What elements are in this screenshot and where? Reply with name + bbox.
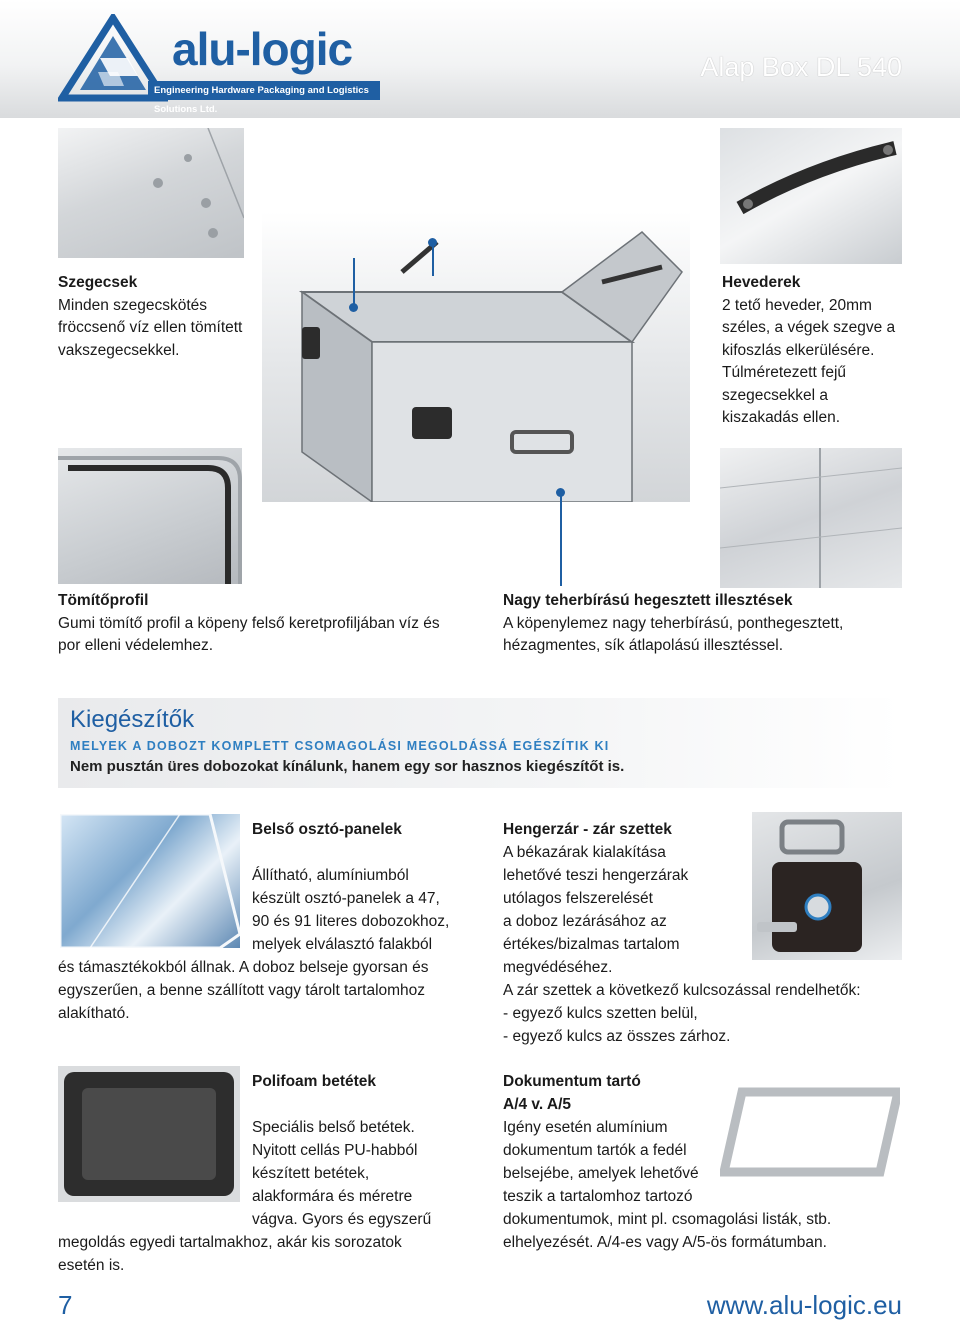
dividers-line: melyek elválasztó falakból: [252, 936, 433, 953]
document-holder-line: elhelyezését. A/4-es vagy A/5-ös formátumban.: [503, 1234, 827, 1251]
dividers-line: és támasztékokból állnak. A doboz belseje gyorsan és: [58, 959, 429, 976]
document-holder-line: dokumentumok, mint pl. csomagolási listák, stb.: [503, 1211, 832, 1228]
foam-line: megoldás egyedi tartalmakhoz, akár kis sorozatok: [58, 1234, 402, 1251]
strap-icon: [720, 128, 902, 264]
seal-text: Gumi tömítő profil a köpeny felső keretprofiljában víz és por elleni védelemhez.: [58, 614, 440, 654]
dividers-lines-right: [252, 864, 492, 956]
document-holder-line: teszik a tartalomhoz tartozó: [503, 1188, 693, 1205]
foam-lines-right: [252, 1116, 492, 1231]
open-box-photo: [262, 212, 690, 502]
divider-panel-icon: [60, 814, 240, 948]
aluminium-box-illustration-icon: [262, 212, 690, 502]
dividers-line: Állítható, alumíniumból: [252, 867, 409, 884]
document-frame-icon: [720, 1086, 900, 1178]
foam-lines-full: [58, 1231, 488, 1277]
foam-line: esetén is.: [58, 1257, 125, 1274]
accessories-title: Kiegészítők: [70, 706, 195, 733]
document-holder-line: dokumentum tartók a fedél: [503, 1142, 687, 1159]
accessories-intro: Nem pusztán üres dobozokat kínálunk, hanem egy sor hasznos kiegészítőt is.: [70, 758, 625, 775]
seal-title: Tömítőprofil: [58, 592, 149, 609]
dividers-line: alakítható.: [58, 1005, 130, 1022]
lock-line: lehetővé teszi hengerzárak: [503, 867, 689, 884]
logo-tagline: Engineering Hardware Packaging and Logistics Solutions Ltd.: [148, 81, 380, 100]
rivets-caption: [58, 272, 258, 362]
website-link[interactable]: www.alu-logic.eu: [706, 1290, 902, 1320]
pointer-line: [432, 246, 434, 276]
straps-text: 2 tető heveder, 20mm széles, a végek szegve a kifoszlás elkerülésére. Túlméretezett fejű szegecsekkel a kiszakadás ellen.: [722, 296, 896, 426]
dividers-line: 90 és 91 literes dobozokhoz,: [252, 913, 450, 930]
welds-title: Nagy teherbírású hegesztett illesztések: [503, 592, 793, 609]
pointer-line: [560, 496, 562, 586]
foam-line: Nyitott cellás PU-habból: [252, 1142, 418, 1159]
rivets-title: Szegecsek: [58, 274, 138, 291]
dividers-lines-full: [58, 956, 488, 1025]
dividers-line: egyszerűen, a benne szállított vagy tárolt tartalomhoz: [58, 982, 426, 999]
lock-line: - egyező kulcs szetten belül,: [503, 1005, 698, 1022]
foam-insert-icon: [58, 1066, 240, 1202]
weld-photo: [720, 448, 902, 588]
straps-caption: [722, 272, 902, 430]
logo-wordmark: alu-logic: [172, 23, 353, 75]
lock-icon: [752, 812, 902, 960]
lock-line: - egyező kulcs az összes zárhoz.: [503, 1028, 731, 1045]
straps-photo: [720, 128, 902, 264]
welds-caption: [503, 590, 893, 658]
document-holder-title: Dokumentum tartó: [503, 1073, 641, 1090]
divider-panel-photo: [60, 814, 240, 948]
dividers-line: készült osztó-panelek a 47,: [252, 890, 440, 907]
document-holder-line: Igény esetén alumínium: [503, 1119, 668, 1136]
seal-profile-photo: [58, 448, 242, 584]
dividers-title: Belső osztó-panelek: [252, 821, 402, 838]
lock-line: megvédéséhez.: [503, 959, 613, 976]
lock-line: értékes/bizalmas tartalom: [503, 936, 680, 953]
welds-text: A köpenylemez nagy teherbírású, ponthegesztett, hézagmentes, sík átlapolású illesztéssel.: [503, 614, 844, 654]
document-title: Alap Box DL 540: [700, 52, 902, 82]
foam-line: készített betétek,: [252, 1165, 370, 1182]
seal-caption: [58, 590, 458, 658]
seal-icon: [58, 448, 242, 584]
foam-title: Polifoam betétek: [252, 1073, 377, 1090]
document-holder-line: belsejébe, amelyek lehetővé: [503, 1165, 699, 1182]
foam-line: Speciális belső betétek.: [252, 1119, 415, 1136]
lock-title: Hengerzár - zár szettek: [503, 821, 672, 838]
foam-insert-photo: [58, 1066, 240, 1202]
lock-line: a doboz lezárásához az: [503, 913, 667, 930]
cylinder-lock-photo: [752, 812, 902, 960]
pointer-line: [353, 258, 355, 304]
foam-line: alakformára és méretre: [252, 1188, 413, 1205]
lock-line: A zár szettek a következő kulcsozással rendelhetők:: [503, 982, 861, 999]
rivets-text: Minden szegecskötés fröccsenő víz ellen tömített vakszegecsekkel.: [58, 296, 243, 359]
straps-title: Hevederek: [722, 274, 801, 291]
pointer-dot: [349, 303, 358, 312]
document-holder-subtitle: A/4 v. A/5: [503, 1096, 572, 1113]
foam-text: [252, 1070, 492, 1093]
rivet-dots-icon: [58, 128, 244, 258]
dividers-text: [252, 818, 492, 841]
page-number: 7: [58, 1290, 73, 1320]
weld-seam-icon: [720, 448, 902, 588]
foam-line: vágva. Gyors és egyszerű: [252, 1211, 432, 1228]
lock-line: A békazárak kialakítása: [503, 844, 666, 861]
lock-line: utólagos felszerelését: [503, 890, 653, 907]
accessories-subtitle: MELYEK A DOBOZT KOMPLETT CSOMAGOLÁSI MEGOLDÁSSÁ EGÉSZÍTIK KI: [70, 739, 610, 753]
rivets-photo: [58, 128, 244, 258]
